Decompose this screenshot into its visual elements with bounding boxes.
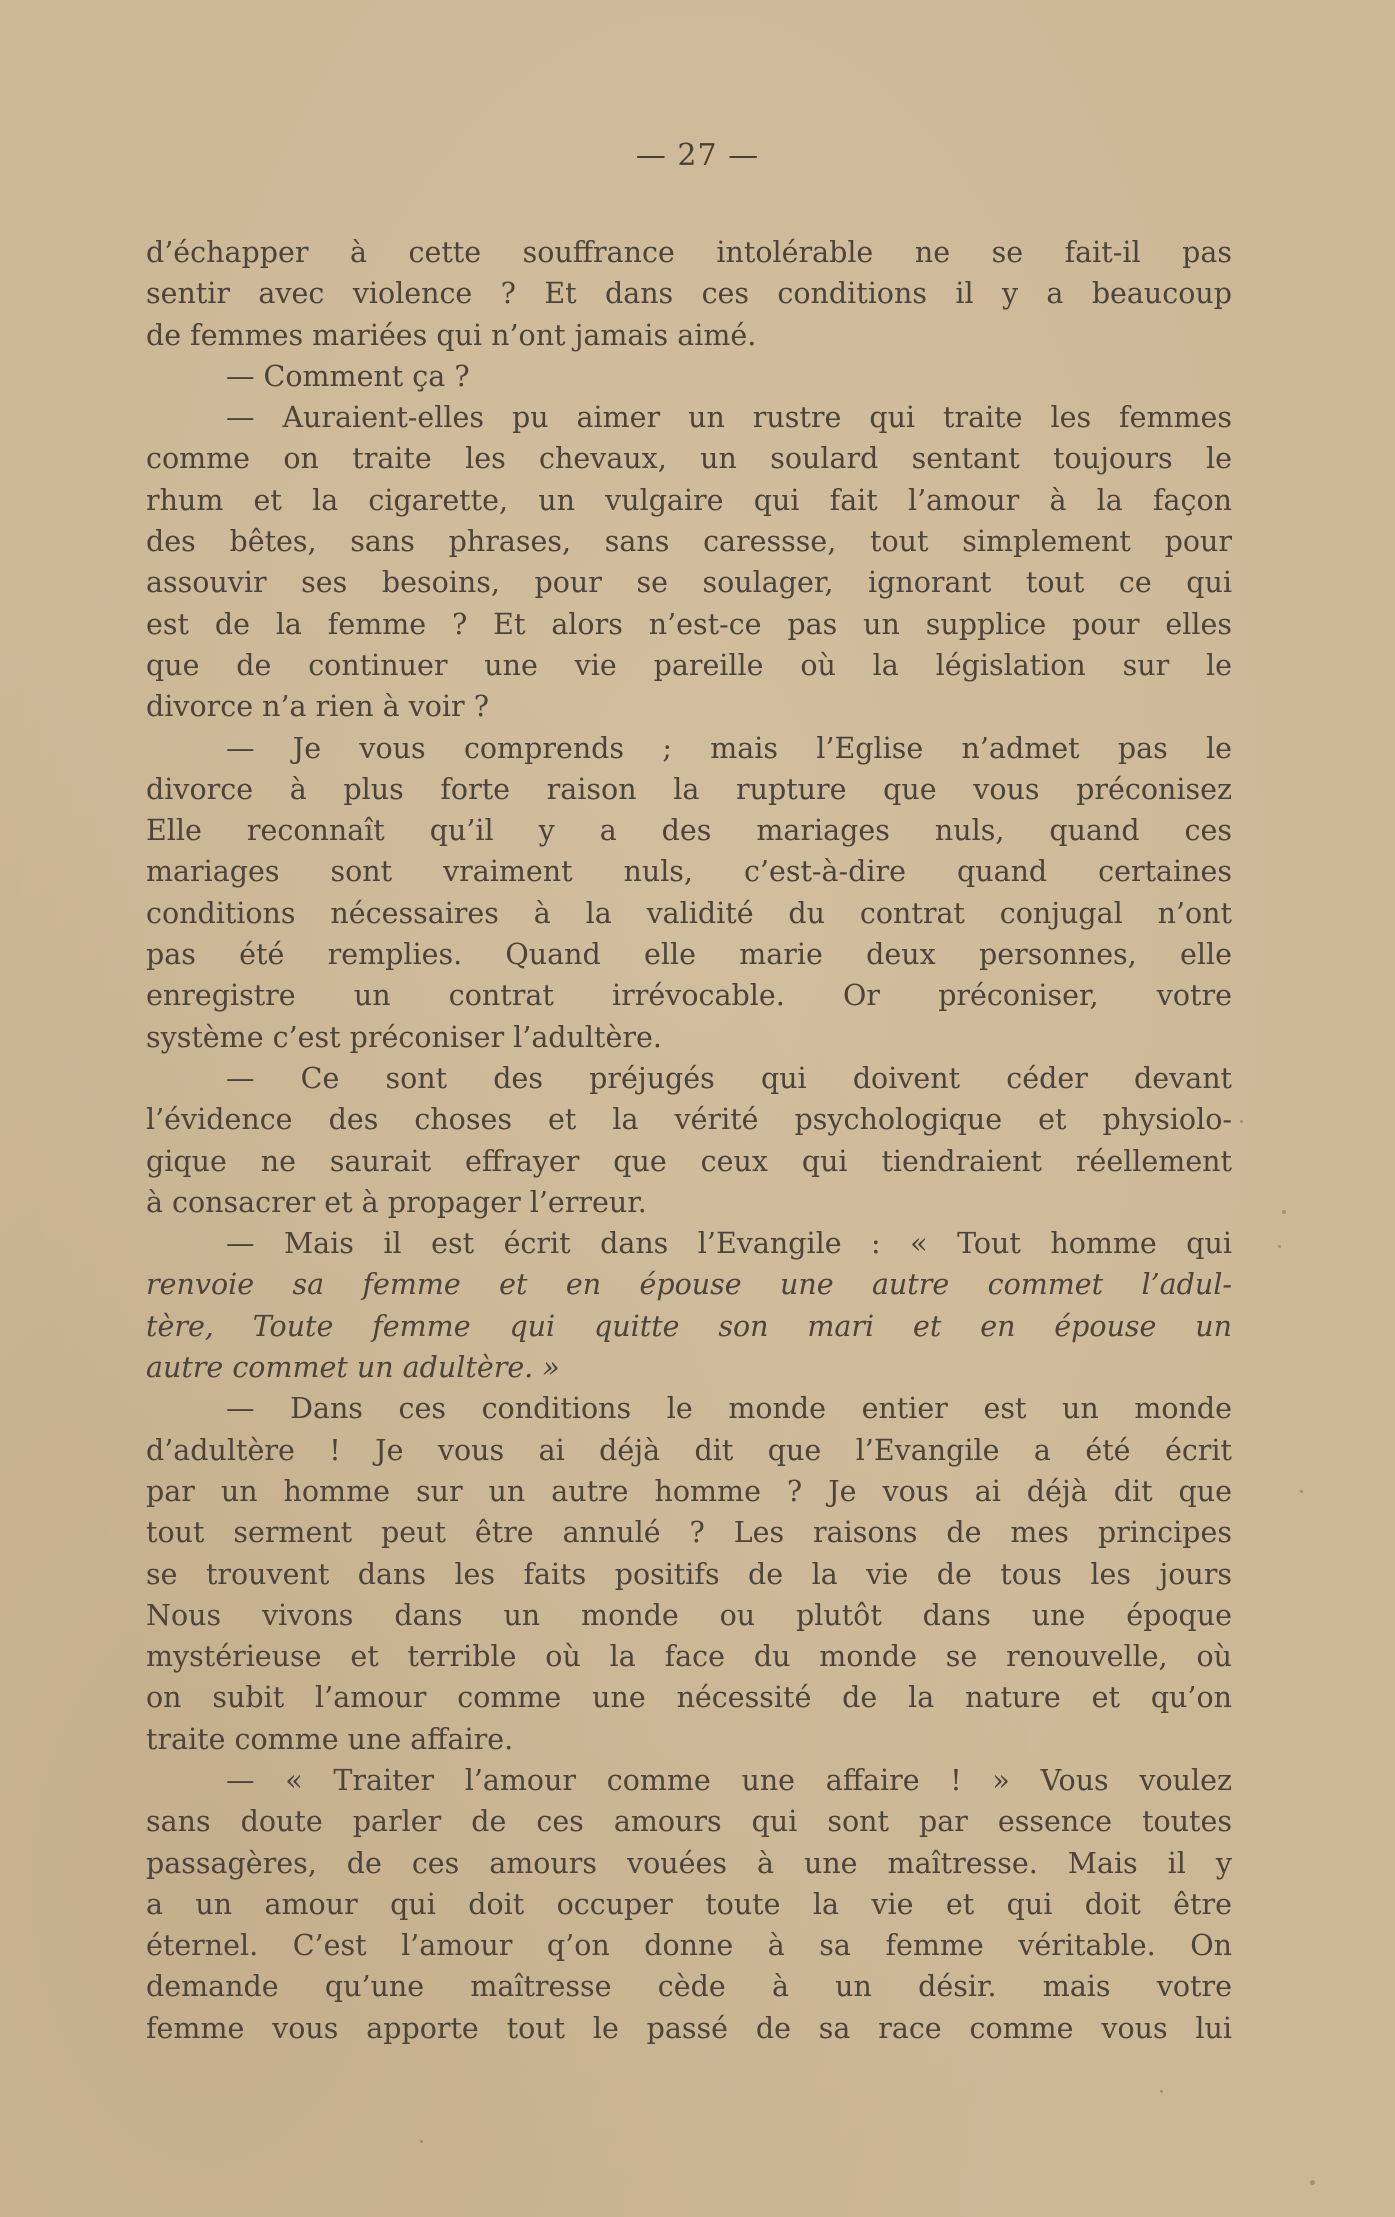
text-line: mariages sont vraiment nuls, c’est-à-dire quand certaines [146, 855, 1232, 889]
foxing-speck [1278, 1245, 1281, 1248]
text-line: mystérieuse et terrible où la face du monde se renouvelle, où [146, 1640, 1232, 1674]
text-line: — « Traiter l’amour comme une affaire ! » Vous voulez [226, 1763, 1232, 1797]
text-line: assouvir ses besoins, pour se soulager, ignorant tout ce qui [146, 566, 1232, 600]
text-line: demande qu’une maîtresse cède à un désir. mais votre [146, 1970, 1232, 2004]
text-line: système c’est préconiser l’adultère. [146, 1020, 662, 1054]
text-line: — Mais il est écrit dans l’Evangile : « Tout homme qui [226, 1227, 1232, 1261]
text-line: gique ne saurait effrayer que ceux qui tiendraient réellement [146, 1144, 1232, 1178]
text-line: tère, Toute femme qui quitte son mari et en épouse un [146, 1309, 1232, 1343]
text-line: par un homme sur un autre homme ? Je vous ai déjà dit que [146, 1474, 1232, 1508]
foxing-speck [420, 2140, 423, 2143]
text-line: — Comment ça ? [226, 359, 470, 393]
text-line: pas été remplies. Quand elle marie deux personnes, elle [146, 938, 1232, 972]
text-line: passagères, de ces amours vouées à une maîtresse. Mais il y [146, 1846, 1232, 1880]
foxing-speck [1240, 1120, 1243, 1123]
foxing-speck [1160, 2090, 1163, 2093]
text-line: — Je vous comprends ; mais l’Eglise n’admet pas le [226, 731, 1232, 765]
text-line: enregistre un contrat irrévocable. Or préconiser, votre [146, 979, 1232, 1013]
text-line: — Auraient-elles pu aimer un rustre qui traite les femmes [226, 401, 1232, 435]
text-line: autre commet un adultère. » [146, 1351, 560, 1385]
text-line: divorce à plus forte raison la rupture que vous préconisez [146, 772, 1232, 806]
text-line: tout serment peut être annulé ? Les raisons de mes principes [146, 1516, 1232, 1550]
text-line: d’échapper à cette souffrance intolérable ne se fait-il pas [146, 236, 1232, 269]
text-line: l’évidence des choses et la vérité psychologique et physiolo- [146, 1103, 1232, 1137]
text-line: d’adultère ! Je vous ai déjà dit que l’Evangile a été écrit [146, 1433, 1232, 1467]
text-line: a un amour qui doit occuper toute la vie et qui doit être [146, 1887, 1232, 1921]
text-line: comme on traite les chevaux, un soulard sentant toujours le [146, 442, 1232, 476]
text-line: femme vous apporte tout le passé de sa race comme vous lui [146, 2011, 1232, 2045]
foxing-speck [1300, 1490, 1303, 1493]
text-line: on subit l’amour comme une nécessité de la nature et qu’on [146, 1681, 1232, 1715]
text-line: rhum et la cigarette, un vulgaire qui fait l’amour à la façon [146, 483, 1232, 517]
text-line: traite comme une affaire. [146, 1722, 514, 1756]
text-line: des bêtes, sans phrases, sans caressse, tout simplement pour [146, 525, 1232, 559]
text-line: — Ce sont des préjugés qui doivent céder devant [226, 1061, 1232, 1095]
text-line: sans doute parler de ces amours qui sont par essence toutes [146, 1805, 1232, 1839]
text-line: se trouvent dans les faits positifs de la vie de tous les jours [146, 1557, 1232, 1591]
text-line: à consacrer et à propager l’erreur. [146, 1185, 647, 1219]
text-line: de femmes mariées qui n’ont jamais aimé. [146, 318, 757, 352]
body-text [146, 232, 1232, 2049]
foxing-speck [1282, 1210, 1286, 1214]
text-line: que de continuer une vie pareille où la législation sur le [146, 648, 1232, 682]
text-line: Nous vivons dans un monde ou plutôt dans une époque [146, 1598, 1232, 1632]
foxing-speck [1310, 2180, 1315, 2185]
text-line: conditions nécessaires à la validité du contrat conjugal n’ont [146, 896, 1232, 930]
text-line: — Dans ces conditions le monde entier est un monde [226, 1392, 1232, 1426]
text-line: éternel. C’est l’amour q’on donne à sa femme véritable. On [146, 1929, 1232, 1963]
text-line: Elle reconnaît qu’il y a des mariages nuls, quand ces [146, 814, 1232, 848]
text-line: renvoie sa femme et en épouse une autre commet l’adul- [146, 1268, 1232, 1302]
text-line: sentir avec violence ? Et dans ces conditions il y a beaucoup [146, 277, 1232, 311]
text-line: est de la femme ? Et alors n’est-ce pas un supplice pour elles [146, 607, 1232, 641]
text-line: divorce n’a rien à voir ? [146, 690, 490, 724]
page-number: — 27 — [635, 138, 760, 173]
